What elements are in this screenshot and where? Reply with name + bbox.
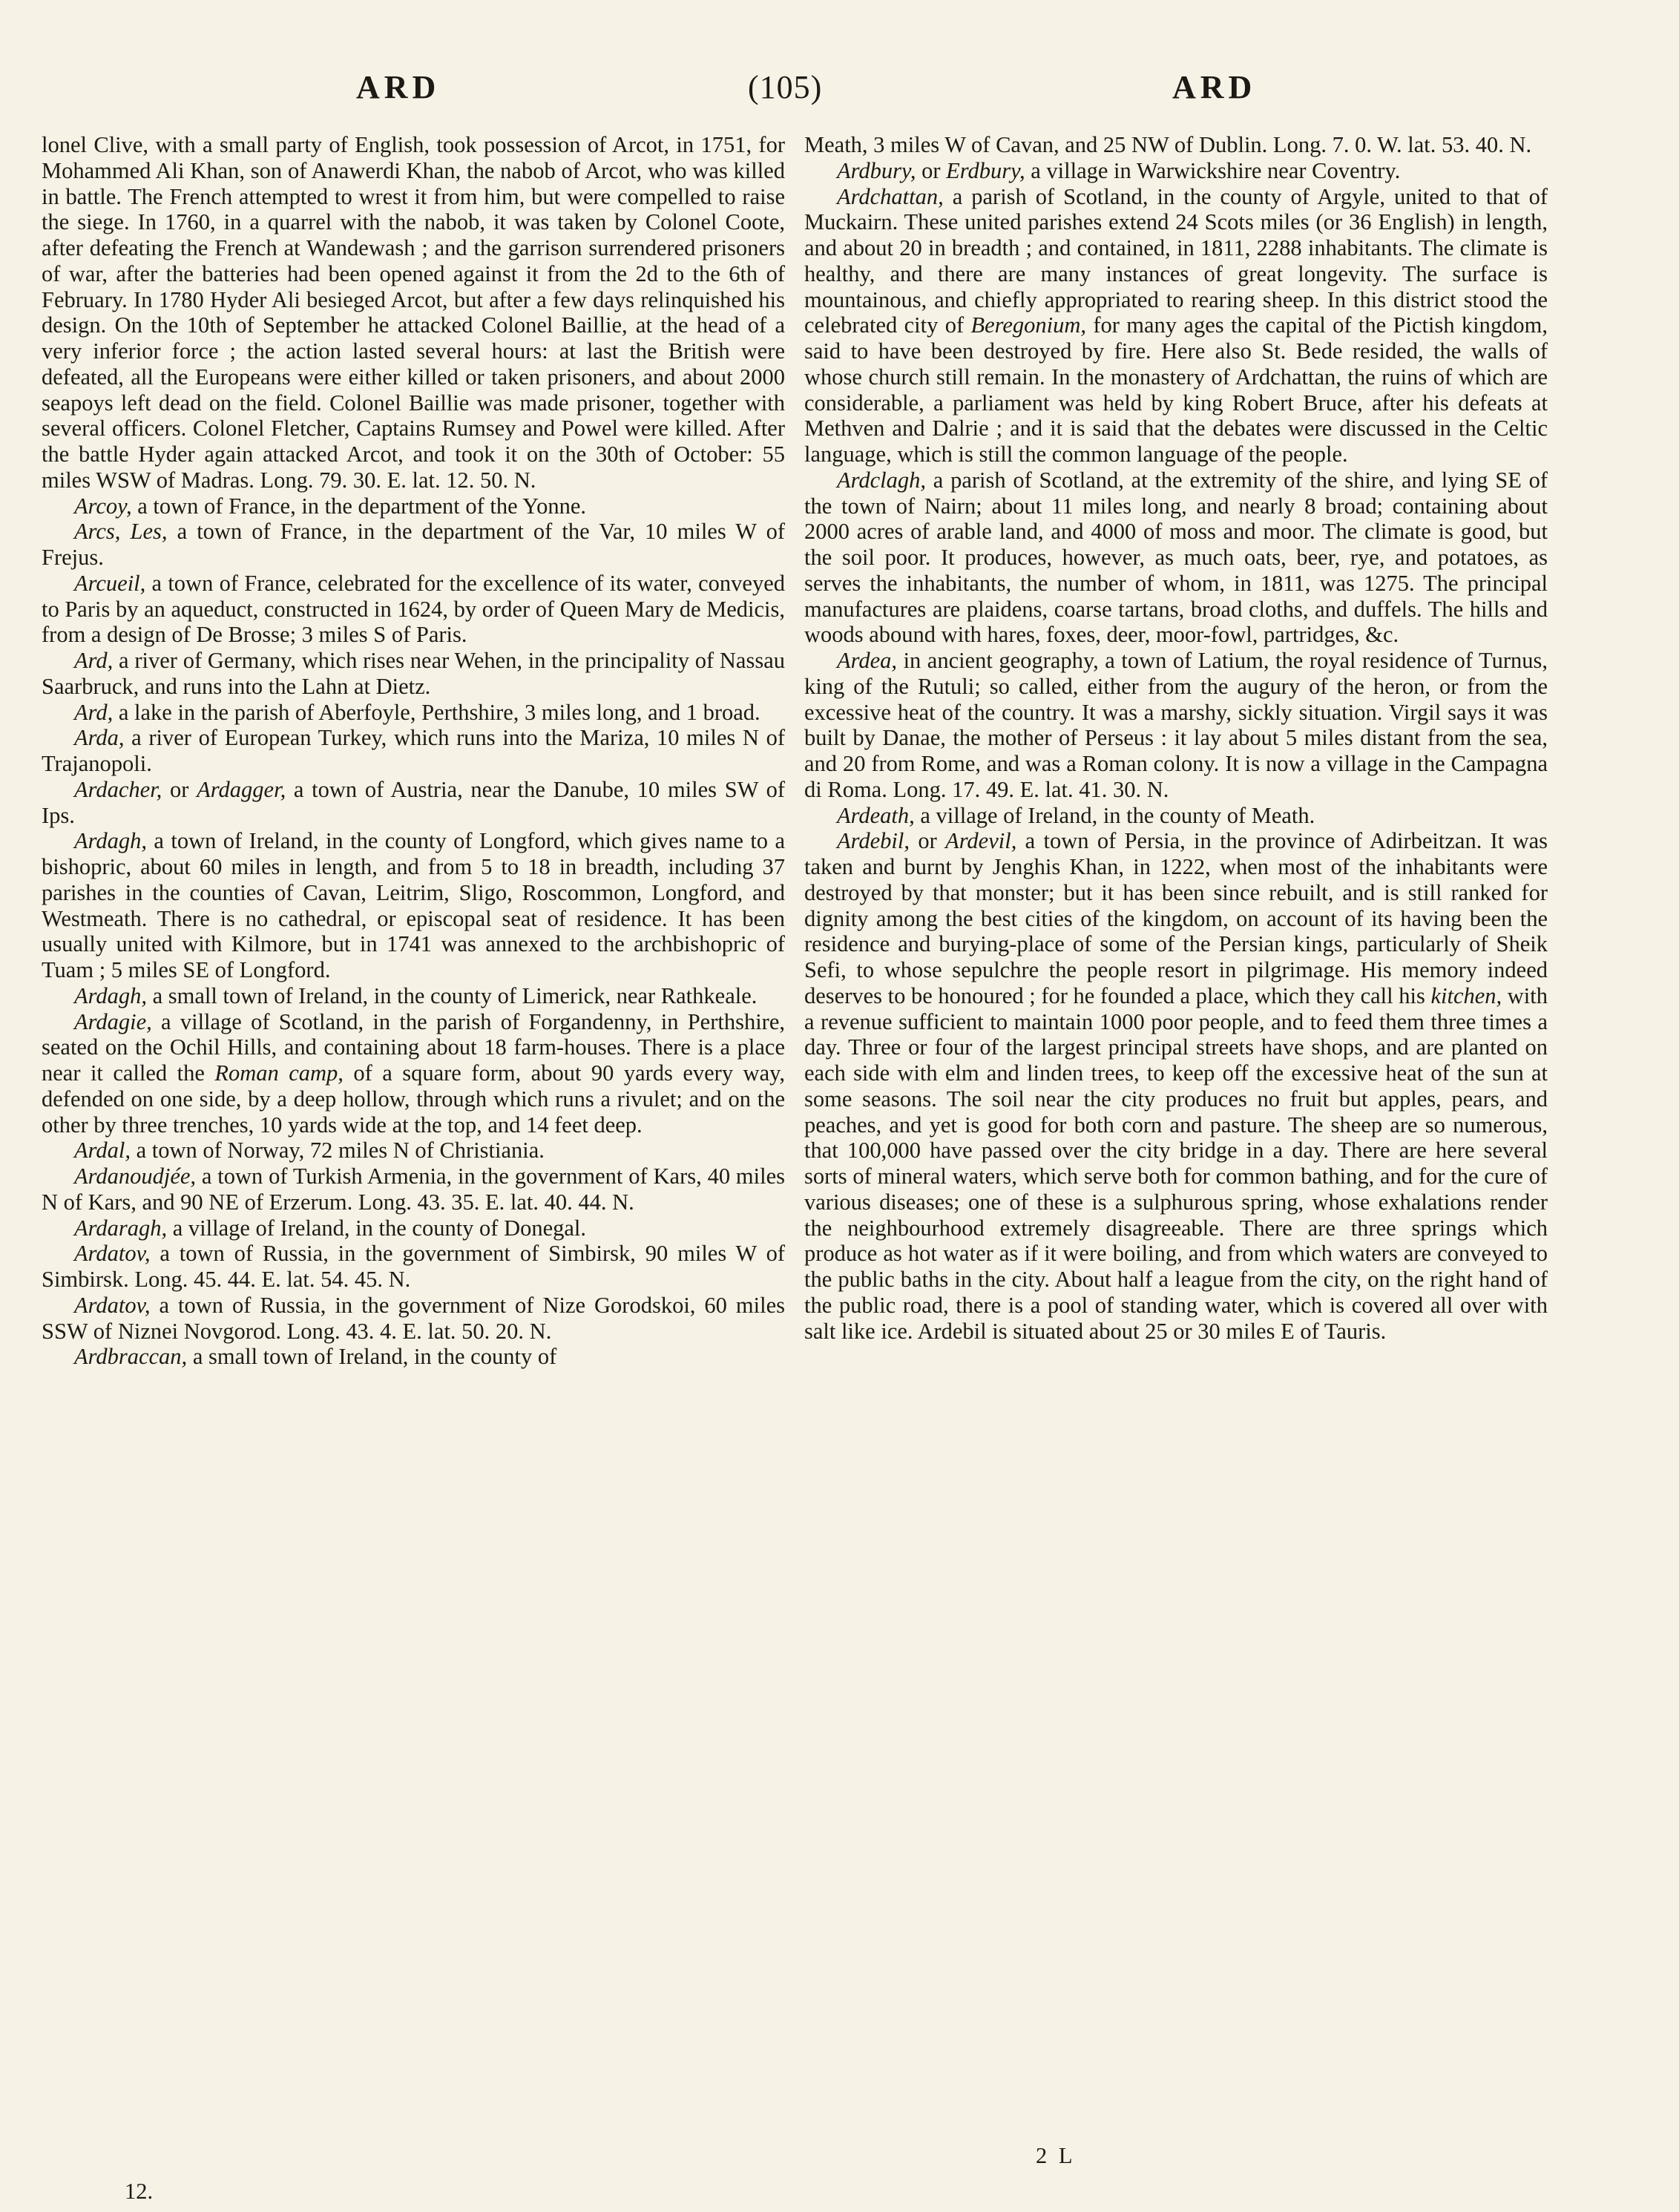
entry	[42, 777, 785, 829]
entry-text: Meath, 3 miles W of Cavan, and 25 NW of Dublin. Long. 7. 0. W. lat. 53. 40. N.	[804, 132, 1532, 157]
entry	[42, 1009, 785, 1138]
entry	[804, 467, 1548, 648]
entry-headword: Arcoy,	[74, 493, 132, 519]
entry-headword-variant: Ardevil,	[945, 828, 1017, 854]
entry	[42, 1344, 785, 1370]
entry-text: a small town of Ireland, in the county of	[192, 1344, 557, 1370]
entry-italic-term: kitchen,	[1430, 982, 1502, 1008]
entry	[42, 648, 785, 700]
entry-headword: Ardal,	[74, 1138, 131, 1164]
entry-text: a lake in the parish of Aberfoyle, Perthshire, 3 miles long, and 1 broad.	[118, 699, 760, 725]
entry	[804, 648, 1548, 803]
entry	[42, 983, 785, 1009]
entry-text: a town of Ireland, in the county of Longford, which gives name to a bishopric, about 60 miles in length, and from 5 to 18 in breadth, including 37 parishes in the counties of Cavan, Leitrim, Sligo, Roscommon, Longford, and Westmeath. There is no cathedral, or episcopal seat of residence. It has been usually united with Kilmore, but in 1741 was annexed to the archbishopric of Tuam ; 5 miles SE of Longford.	[42, 828, 785, 982]
entry-headword: Ardeath,	[837, 802, 915, 828]
entry-text: a village in Warwickshire near Coventry.	[1031, 157, 1401, 183]
entry-headword: Ard,	[74, 699, 114, 725]
page-number: (105)	[748, 69, 823, 105]
entry	[42, 571, 785, 648]
entry-headword: Ardacher,	[74, 776, 162, 802]
entry-conjunction: or	[918, 828, 937, 854]
entry-headword: Ardea,	[837, 648, 898, 673]
entry-headword: Ardbury,	[837, 157, 916, 183]
entry-headword: Ardatov,	[74, 1241, 151, 1267]
entry	[42, 1215, 785, 1241]
entry	[42, 1138, 785, 1164]
entry-italic-term: Roman camp,	[214, 1060, 344, 1086]
entry	[42, 1164, 785, 1215]
entry	[42, 1293, 785, 1345]
entry-text: a town of Norway, 72 miles N of Christiania.	[136, 1138, 545, 1164]
entry-text: of a square form, about 90 yards every way, defended on one side, by a deep hollow, through which runs a rivulet; and on the other by three trenches, 10 yards wide at the top, and 14 feet deep.	[42, 1060, 785, 1138]
entry-headword: Arda,	[74, 725, 125, 751]
entry-headword: Arcs, Les,	[74, 519, 168, 545]
entry	[42, 132, 785, 493]
entry	[42, 1241, 785, 1293]
entry-text: a river of Germany, which rises near Wehen, in the principality of Nassau Saarbruck, and runs into the Lahn at Dietz.	[42, 648, 785, 699]
right-column	[804, 132, 1548, 1344]
entry-conjunction: or	[921, 157, 941, 183]
header-right-word: ARD	[1172, 69, 1257, 105]
entry-headword-variant: Ardagger,	[197, 776, 286, 802]
entry	[42, 493, 785, 519]
entry-conjunction: or	[170, 776, 189, 802]
entry	[42, 828, 785, 983]
entry-headword: Ardclagh,	[837, 467, 927, 493]
entry-headword: Ard,	[74, 648, 114, 673]
entry-text: a town of France, in the department of the Var, 10 miles W of Frejus.	[42, 519, 785, 570]
entry-text: a town of France, in the department of the Yonne.	[137, 493, 587, 519]
catchword: 12.	[125, 2179, 154, 2204]
entry-text: a town of Russia, in the government of Nize Gorodskoi, 60 miles SSW of Niznei Novgorod. Long. 43. 4. E. lat. 50. 20. N.	[42, 1292, 785, 1344]
entry	[42, 519, 785, 571]
entry-text: in ancient geography, a town of Latium, the royal residence of Turnus, king of the Rutuli; so called, either from the augury of the heron, or from the excessive heat of the country. It was a marshy, sickly situation. Virgil says it was built by Danae, the mother of Perseus : it lay about 5 miles distant from the sea, and 20 from Rome, and was a Roman colony. It is now a village in the Campagna di Roma. Long. 17. 49. E. lat. 41. 30. N.	[804, 648, 1548, 802]
entry-headword: Ardagh,	[74, 828, 147, 854]
entry-headword: Ardanoudjée,	[74, 1164, 197, 1189]
entry-headword: Ardagh,	[74, 982, 147, 1008]
entry-text: a village of Ireland, in the county of Donegal.	[172, 1215, 587, 1241]
entry	[42, 700, 785, 726]
entry-headword: Ardatov,	[74, 1292, 151, 1318]
left-column	[42, 132, 785, 1370]
entry	[804, 828, 1548, 1344]
entry-text: a town of Austria, near the Danube, 10 miles SW of Ips.	[42, 776, 786, 828]
entry-headword: Ardaragh,	[74, 1215, 168, 1241]
entry-text: lonel Clive, with a small party of English, took possession of Arcot, in 1751, for Mohammed Ali Khan, son of Anawerdi Khan, the nabob of Arcot, who was killed in battle. The French attempted to wrest it from him, but were compelled to raise the siege. In 1760, in a quarrel with the nabob, it was taken by Colonel Coote, after defeating the French at Wandewash ; and the garrison surrendered prisoners of war, after the batteries had been opened against it from the 2d to the 6th of February. In 1780 Hyder Ali besieged Arcot, but after a few days relinquished his design. On the 10th of September he attacked Colonel Baillie, at the head of a very inferior force ; the action lasted several hours: at last the British were defeated, all the Europeans were either killed or taken prisoners, and about 2000 seapoys left dead on the field. Colonel Baillie was made prisoner, together with several officers. Colonel Fletcher, Captains Rumsey and Powel were killed. After the battle Hyder again attacked Arcot, and took it on the 30th of October: 55 miles WSW of Madras. Long. 79. 30. E. lat. 12. 50. N.	[42, 132, 785, 493]
entry-text: a parish of Scotland, in the county of Argyle, united to that of Muckairn. These united parishes extend 24 Scots miles (or 36 English) in length, and about 20 in breadth ; and contained, in 1811, 2288 inhabitants. The climate is healthy, and there are many instances of great longevity. The surface is mountainous, and chiefly appropriated to rearing sheep. In this district stood the celebrated city of	[804, 183, 1548, 338]
entry-headword: Ardagie,	[74, 1008, 152, 1034]
entry	[804, 158, 1548, 184]
entry	[804, 132, 1548, 158]
entry-headword: Ardchattan,	[837, 183, 944, 209]
signature-mark: 2 L	[1036, 2143, 1076, 2168]
entry-headword: Arcueil,	[74, 570, 146, 596]
entry-text: a town of Russia, in the government of Simbirsk, 90 miles W of Simbirsk. Long. 45. 44. E. lat. 54. 45. N.	[42, 1241, 785, 1292]
entry-headword-variant: Erdbury,	[946, 157, 1025, 183]
entry	[804, 803, 1548, 829]
entry-italic-term: Beregonium,	[970, 312, 1087, 338]
entry	[804, 184, 1548, 467]
entry-text: a village of Scotland, in the parish of Forgandenny, in Perthshire, seated on the Ochil Hills, and containing about 18 farm-houses. There is a place near it called the	[42, 1008, 786, 1086]
entry-headword: Ardebil,	[837, 828, 910, 854]
entry-text: a town of Turkish Armenia, in the government of Kars, 40 miles N of Kars, and 90 NE of Erzerum. Long. 43. 35. E. lat. 40. 44. N.	[42, 1164, 786, 1215]
entry-text: a town of Persia, in the province of Adirbeitzan. It was taken and burnt by Jenghis Khan, in 1222, when most of the inhabitants were destroyed by that monster; but it has been since rebuilt, and is still ranked for dignity among the best cities of the kingdom, on account of its having been the residence and burying-place of some of the Persian kings, particularly of Sheik Sefi, to whose sepulchre the people resort in pilgrimage. His memory indeed deserves to be honoured ; for he founded a place, which they call his	[804, 828, 1548, 1008]
entry-text: a river of European Turkey, which runs into the Mariza, 10 miles N of Trajanopoli.	[42, 725, 786, 776]
entry-text: a parish of Scotland, at the extremity of the shire, and lying SE of the town of Nairn; about 11 miles long, and nearly 8 broad; containing about 2000 acres of arable land, and 4000 of moss and moor. The climate is good, but the soil poor. It produces, however, as much oats, beer, rye, and potatoes, as serves the inhabitants, the number of whom, in 1811, was 1275. The principal manufactures are plaidens, coarse tartans, broad cloths, and duffels. The hills and woods abound with hares, foxes, deer, moor-fowl, partridges, &c.	[804, 467, 1548, 648]
entry-headword: Ardbraccan,	[74, 1344, 188, 1370]
entry-text: with a revenue sufficient to maintain 1000 poor people, and to feed them three times a day. Three or four of the largest principal streets have shops, and are planted on each side with elm and linden trees, to keep off the excessive heat of the sun at some seasons. The soil near the city produces no fruit but apples, pears, and peaches, and yet is good for both corn and pasture. The sheep are so numerous, that 100,000 have passed over the city bridge in a day. There are here several sorts of mineral waters, which serve both for common bathing, and for the cure of various diseases; one of these is a sulphurous spring, whose exhalations render the neighbourhood extremely disagreeable. There are three springs which produce as hot water as if it were boiling, and from which waters are conveyed to the public baths in the city. About half a league from the city, on the right hand of the public road, there is a pool of standing water, which is covered all over with salt like ice. Ardebil is situated about 25 or 30 miles E of Tauris.	[804, 982, 1548, 1344]
entry	[42, 725, 785, 777]
running-head	[0, 68, 1679, 120]
header-left-word: ARD	[356, 69, 441, 105]
entry-text: a town of France, celebrated for the excellence of its water, conveyed to Paris by an aqueduct, constructed in 1624, by order of Queen Mary de Medicis, from a design of De Brosse; 3 miles S of Paris.	[42, 570, 786, 648]
entry-text: a village of Ireland, in the county of Meath.	[920, 802, 1315, 828]
entry-text: for many ages the capital of the Pictish kingdom, said to have been destroyed by fire. Here also St. Bede resided, the walls of whose church still remain. In the monastery of Ardchattan, the ruins of which are considerable, a parliament was held by king Robert Bruce, after his defeats at Methven and Dalrie ; and it is said that the debates were discussed in the Celtic language, which is still the common language of the people.	[804, 312, 1548, 467]
entry-text: a small town of Ireland, in the county of Limerick, near Rathkeale.	[152, 982, 758, 1008]
